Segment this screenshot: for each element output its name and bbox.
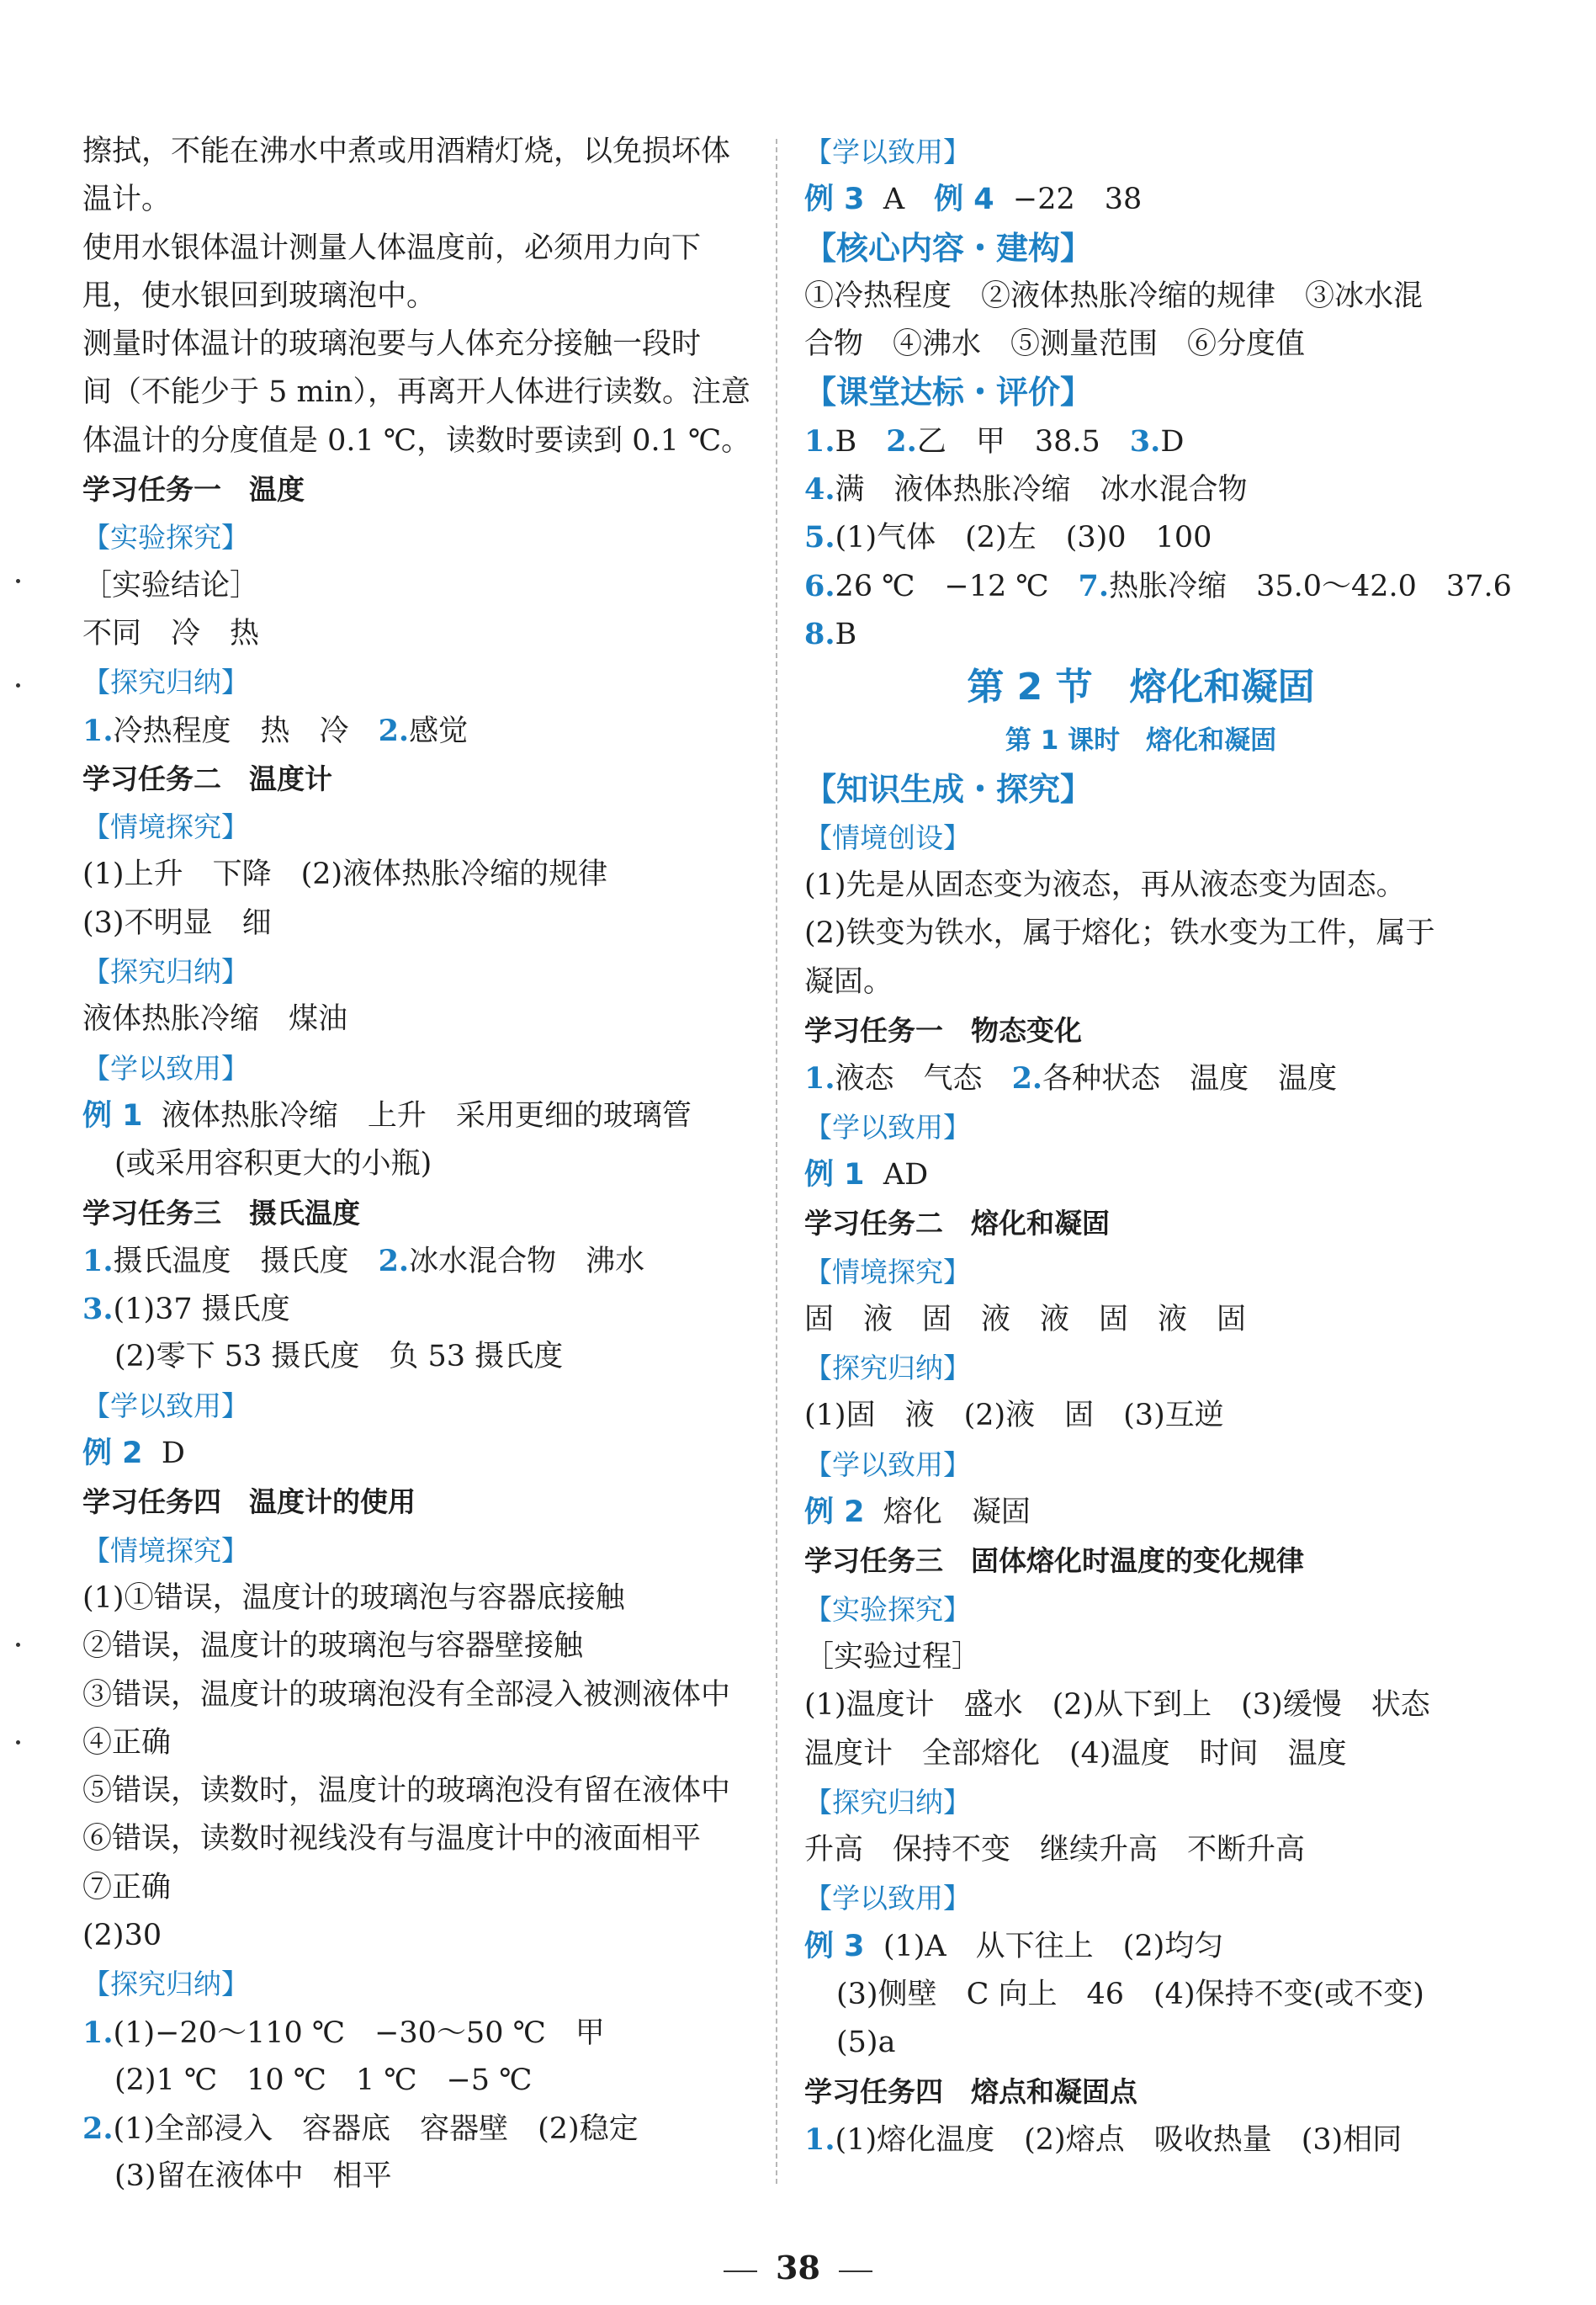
bracket-heading [82, 1044, 756, 1092]
text-line [82, 1623, 756, 1670]
bracket-heading [82, 948, 756, 996]
text-line [804, 1054, 1477, 1102]
text-line [82, 1092, 756, 1140]
line-text: 【学以致用】 [804, 1447, 971, 1481]
line-text: (2)零下 53 摄氏度 负 53 摄氏度 [114, 1340, 564, 1374]
line-text: 冰水混合物 沸水 [409, 1244, 645, 1278]
line-text: 固 液 固 液 液 固 液 固 [804, 1302, 1247, 1336]
item-number: 1. [82, 2015, 114, 2050]
text-line [82, 1815, 756, 1863]
item-number: 4. [804, 472, 835, 507]
right-column [804, 128, 1512, 2164]
line-text: (1)固 液 (2)液 固 (3)互逆 [804, 1399, 1224, 1433]
text-line [804, 862, 1477, 910]
line-text: 【知识生成・探究】 [804, 770, 1093, 808]
text-line [82, 1333, 756, 1381]
line-text: ①冷热程度 ②液体热胀冷缩的规律 ③冰水混 [804, 279, 1424, 313]
bracket-heading [82, 513, 756, 561]
bracket-heading [804, 814, 1477, 862]
item-number: 1. [82, 1243, 114, 1278]
text-line [804, 1633, 1477, 1681]
item-number: 3. [1129, 423, 1161, 459]
left-column [82, 128, 756, 2201]
task-heading [82, 755, 756, 803]
section-heading [804, 225, 1477, 273]
line-text: ［实验结论］ [82, 568, 260, 603]
text-line [82, 900, 756, 948]
line-text: (5)a [836, 2026, 896, 2060]
text-line [82, 562, 756, 610]
line-text: 感觉 [409, 714, 469, 748]
line-text: 【探究归纳】 [804, 1352, 971, 1385]
line-text: ②错误，温度计的玻璃泡与容器壁接触 [82, 1629, 584, 1664]
line-text: (1)−20～110 ℃ −30～50 ℃ 甲 [113, 2016, 605, 2050]
line-text: 学习任务三 固体熔化时温度的变化规律 [804, 1544, 1304, 1578]
text-line [804, 2116, 1477, 2164]
item-number: 5. [804, 520, 835, 555]
line-text: 液体热胀冷缩 上升 采用更细的玻璃管 [161, 1098, 692, 1133]
line-text: 学习任务一 温度 [82, 473, 305, 507]
text-line [804, 959, 1477, 1006]
line-text: 温计。 [82, 183, 172, 217]
task-heading [804, 1537, 1477, 1585]
text-line [82, 610, 756, 658]
task-heading [804, 1006, 1477, 1054]
text-line [82, 2057, 756, 2105]
bracket-heading [804, 128, 1477, 176]
line-text: 【实验探究】 [82, 521, 249, 555]
text-line [82, 851, 756, 899]
margin-dot [16, 683, 20, 688]
item-number: 2. [1011, 1061, 1043, 1097]
example-label: 例 3 [804, 183, 865, 217]
line-text: 温度计 全部熔化 (4)温度 时间 温度 [804, 1736, 1347, 1771]
line-text: (1)熔化温度 (2)熔点 吸收热量 (3)相同 [835, 2122, 1402, 2157]
line-text: 冷热程度 热 冷 [113, 714, 379, 748]
text-line [804, 1923, 1477, 1971]
line-text: 摄氏温度 摄氏度 [113, 1244, 379, 1278]
item-number: 2. [886, 423, 917, 459]
text-line [804, 1971, 1477, 2019]
task-heading [804, 2068, 1477, 2116]
line-text: 【情境创设】 [804, 821, 971, 854]
line-text: 满 液体热胀冷缩 冰水混合物 [835, 473, 1248, 507]
line-text: 学习任务四 熔点和凝固点 [804, 2074, 1137, 2108]
line-text: (1)温度计 盛水 (2)从下到上 (3)缓慢 状态 [804, 1688, 1430, 1723]
line-text: 测量时体温计的玻璃泡要与人体充分接触一段时 [82, 327, 702, 362]
text-line [804, 465, 1477, 513]
line-text: 26 ℃ −12 ℃ [835, 569, 1079, 603]
item-number: 1. [804, 1061, 835, 1097]
item-number: 1. [804, 2122, 835, 2157]
line-text: 【学以致用】 [82, 1389, 249, 1422]
line-text: 擦拭，不能在沸水中煮或用酒精灯烧，以免损坏体 [82, 135, 731, 168]
text-line [82, 2153, 756, 2201]
line-text: 【探究归纳】 [82, 666, 249, 699]
margin-dot [16, 1740, 20, 1745]
line-text: A [883, 183, 935, 217]
item-number: 1. [804, 423, 835, 459]
bracket-heading [804, 1874, 1477, 1922]
line-text: 【学以致用】 [82, 1051, 249, 1085]
example-label: 例 2 [82, 1437, 143, 1471]
text-line [804, 1151, 1477, 1199]
line-text: 第 1 课时 熔化和凝固 [1005, 725, 1277, 757]
margin-dot [16, 579, 20, 583]
page-number [0, 2249, 1596, 2286]
line-text: 【课堂达标・评价】 [804, 374, 1093, 412]
line-text: (2)铁变为铁水，属于熔化；铁水变为工件，属于 [804, 916, 1435, 951]
text-line [82, 321, 756, 369]
example-label: 例 1 [82, 1098, 143, 1133]
bracket-heading [82, 1527, 756, 1575]
line-text: 使用水银体温计测量人体温度前，必须用力向下 [82, 231, 702, 265]
page-number-text: 38 [776, 2249, 820, 2286]
item-number: 6. [804, 568, 835, 603]
text-line [82, 1140, 756, 1188]
line-text: (1)①错误，温度计的玻璃泡与容器底接触 [82, 1580, 625, 1615]
line-text: 【情境探究】 [804, 1255, 971, 1288]
line-text: 【情境探究】 [82, 810, 249, 844]
text-line [82, 1237, 756, 1285]
line-text: 甩，使水银回到玻璃泡中。 [82, 279, 437, 313]
line-text: (1)全部浸入 容器底 容器壁 (2)稳定 [113, 2112, 639, 2147]
line-text: 热胀冷缩 35.0～42.0 37.6 [1109, 569, 1512, 603]
bracket-heading [804, 1248, 1477, 1296]
line-text: ④正确 [82, 1725, 172, 1760]
line-text: 学习任务二 温度计 [82, 762, 332, 795]
text-line [82, 417, 756, 465]
text-line [804, 1392, 1477, 1440]
line-text: 【探究归纳】 [804, 1785, 971, 1819]
line-text: (1)先是从固态变为液态，再从液态变为固态。 [804, 868, 1406, 903]
line-text: 各种状态 温度 温度 [1042, 1062, 1338, 1097]
task-heading [82, 1189, 756, 1237]
bracket-heading [804, 1441, 1477, 1489]
line-text: D [1160, 424, 1185, 459]
text-line [82, 2009, 756, 2057]
item-number: 7. [1078, 568, 1110, 603]
line-text: (3)不明显 细 [82, 906, 272, 940]
line-text: (或采用容积更大的小瓶) [114, 1147, 432, 1182]
line-text: 【学以致用】 [804, 1110, 971, 1144]
line-text: 不同 冷 热 [82, 616, 260, 651]
text-line [804, 910, 1477, 958]
line-text: B [835, 617, 857, 651]
line-text: ③错误，温度计的玻璃泡没有全部浸入被测液体中 [82, 1677, 731, 1712]
example-label: 例 1 [804, 1157, 865, 1192]
line-text: 熔化 凝固 [883, 1495, 1031, 1530]
bracket-heading [82, 1382, 756, 1430]
item-number: 2. [82, 2111, 114, 2147]
column-divider [776, 139, 777, 2184]
line-text: (1)37 摄氏度 [113, 1293, 290, 1327]
line-text: 【核心内容・建构】 [804, 229, 1093, 267]
line-text: 学习任务四 温度计的使用 [82, 1485, 416, 1519]
line-text: (3)留在液体中 相平 [114, 2159, 392, 2194]
text-line [804, 562, 1512, 610]
text-line [82, 273, 756, 321]
line-text: (1)上升 下降 (2)液体热胀冷缩的规律 [82, 858, 608, 892]
text-line [82, 1575, 756, 1623]
line-text: ［实验过程］ [804, 1639, 982, 1674]
item-number: 2. [378, 713, 410, 748]
task-heading [82, 465, 756, 513]
text-line [82, 176, 756, 224]
margin-dot [16, 1643, 20, 1647]
line-text: (3)侧壁 C 向上 46 (4)保持不变(或不变) [836, 1977, 1424, 2011]
text-line [804, 1489, 1477, 1537]
line-text: (2)30 [82, 1918, 162, 1952]
text-line [804, 176, 1477, 224]
line-text: (1)气体 (2)左 (3)0 100 [835, 521, 1212, 555]
line-text: 学习任务三 摄氏温度 [82, 1196, 360, 1230]
line-text: 合物 ④沸水 ⑤测量范围 ⑥分度值 [804, 327, 1306, 362]
line-text: ⑦正确 [82, 1870, 172, 1904]
line-text: −22 38 [1012, 183, 1143, 217]
text-line [82, 1671, 756, 1719]
line-text: 第 2 节 熔化和凝固 [967, 666, 1315, 709]
text-line [804, 513, 1477, 561]
line-text: 【实验探究】 [804, 1592, 971, 1626]
bracket-heading [804, 1344, 1477, 1392]
example-label: 例 3 [804, 1929, 865, 1963]
text-line [82, 1767, 756, 1815]
line-text: 学习任务二 熔化和凝固 [804, 1207, 1110, 1240]
line-text: 乙 甲 38.5 [916, 424, 1130, 459]
line-text: 液体热胀冷缩 煤油 [82, 1002, 348, 1037]
section-heading [804, 766, 1477, 814]
item-number: 2. [378, 1243, 410, 1278]
line-text: (1)A 从下往上 (2)均匀 [883, 1929, 1224, 1963]
bracket-heading [82, 803, 756, 851]
text-line [804, 1296, 1477, 1344]
line-text: 液态 气态 [835, 1062, 1012, 1097]
text-line [82, 2105, 756, 2153]
text-line [82, 707, 756, 755]
line-text: 间（不能少于 5 min），再离开人体进行读数。注意 [82, 375, 750, 410]
text-line [804, 321, 1477, 369]
line-text: (2)1 ℃ 10 ℃ 1 ℃ −5 ℃ [114, 2063, 533, 2097]
chapter-title [804, 658, 1477, 717]
bracket-heading [804, 1585, 1477, 1633]
text-line [804, 273, 1477, 321]
item-number: 8. [804, 616, 835, 651]
task-heading [804, 1199, 1477, 1247]
line-text: D [161, 1437, 185, 1471]
text-line [82, 1285, 756, 1333]
bracket-heading [82, 1960, 756, 2008]
line-text: 【学以致用】 [804, 135, 971, 168]
line-text: ⑥错误，读数时视线没有与温度计中的液面相平 [82, 1822, 702, 1856]
text-line [82, 996, 756, 1044]
line-text: 【探究归纳】 [82, 955, 249, 989]
text-line [82, 225, 756, 273]
text-line [82, 369, 756, 417]
text-line [804, 1681, 1477, 1729]
text-line [82, 1719, 756, 1767]
line-text: 【情境探究】 [82, 1533, 249, 1567]
bracket-heading [82, 658, 756, 706]
item-number: 3. [82, 1292, 114, 1327]
text-line [82, 1430, 756, 1478]
section-heading [804, 369, 1477, 417]
line-text: 【学以致用】 [804, 1882, 971, 1915]
line-text: AD [883, 1157, 929, 1192]
item-number: 1. [82, 713, 114, 748]
text-line [804, 1730, 1477, 1778]
text-line [82, 1912, 756, 1960]
task-heading [82, 1478, 756, 1526]
line-text: B [835, 424, 887, 459]
lesson-subtitle [804, 717, 1477, 765]
line-text: 凝固。 [804, 964, 893, 999]
bracket-heading [804, 1778, 1477, 1826]
example-label: 例 2 [804, 1495, 865, 1530]
text-line [82, 128, 756, 176]
bracket-heading [804, 1103, 1477, 1151]
line-text: 体温计的分度值是 0.1 ℃，读数时要读到 0.1 ℃。 [82, 423, 751, 458]
text-line [804, 610, 1477, 658]
text-line [82, 1864, 756, 1912]
line-text: 学习任务一 物态变化 [804, 1014, 1082, 1048]
example-label: 例 4 [934, 183, 994, 217]
line-text: 【探究归纳】 [82, 1968, 249, 2001]
text-line [804, 1826, 1477, 1874]
text-line [804, 417, 1477, 465]
line-text: ⑤错误，读数时，温度计的玻璃泡没有留在液体中 [82, 1774, 731, 1808]
text-line [804, 2019, 1477, 2067]
line-text: 升高 保持不变 继续升高 不断升高 [804, 1833, 1306, 1867]
